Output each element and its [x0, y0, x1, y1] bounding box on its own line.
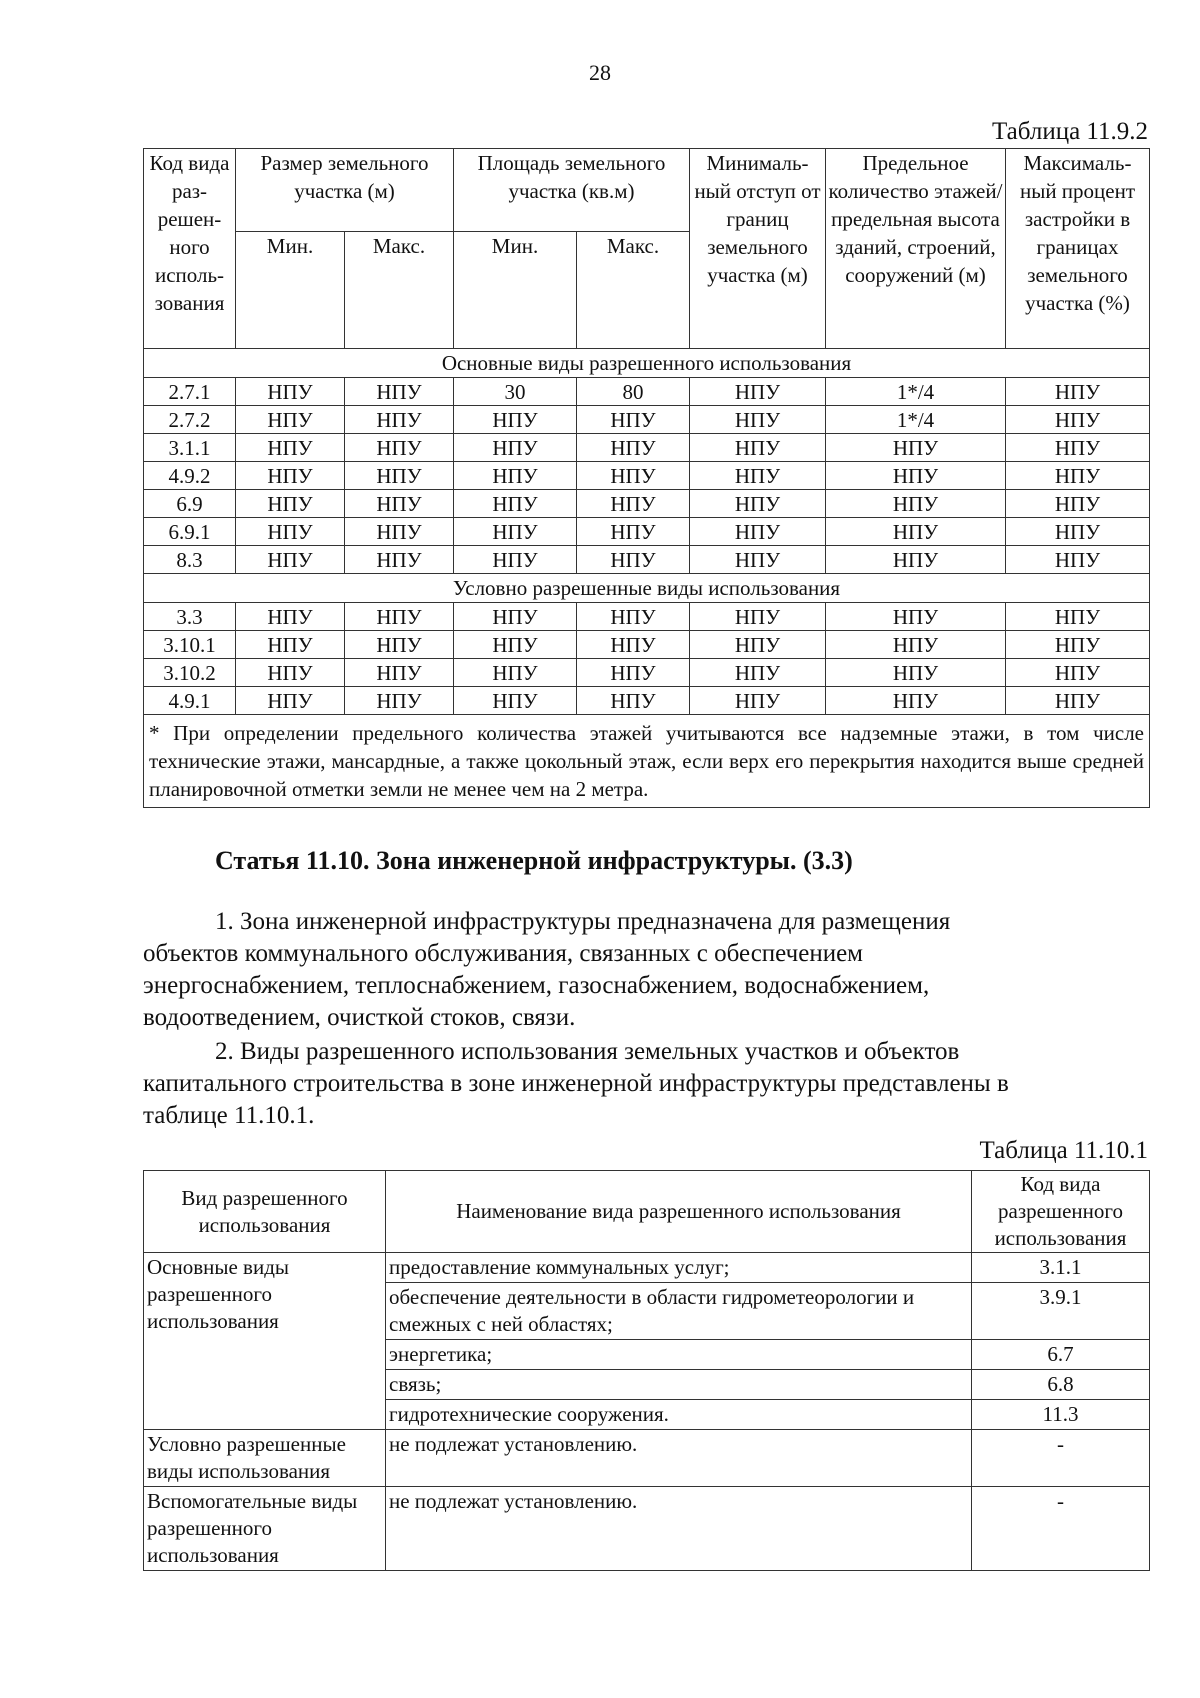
header-size-min: Мин. — [236, 232, 345, 349]
table-cell: НПУ — [236, 406, 345, 434]
table-cell: НПУ — [690, 546, 826, 574]
table-cell: НПУ — [826, 434, 1006, 462]
table-cell: НПУ — [454, 659, 577, 687]
cell-code: 4.9.2 — [144, 462, 236, 490]
table-cell: НПУ — [236, 518, 345, 546]
table-cell: НПУ — [690, 603, 826, 631]
section-main-uses: Основные виды разрешенного использования — [144, 349, 1150, 378]
table-cell: НПУ — [345, 659, 454, 687]
table-cell: НПУ — [1006, 490, 1150, 518]
use-name: не подлежат установлению. — [386, 1487, 972, 1571]
table-cell: 1*/4 — [826, 406, 1006, 434]
use-code: - — [972, 1430, 1150, 1487]
header-area-max: Макс. — [577, 232, 690, 349]
use-name: связь; — [386, 1370, 972, 1400]
table-cell: НПУ — [345, 462, 454, 490]
paragraph-line: энергоснабжением, теплоснабжением, газоснабжением, водоснабжением, — [143, 972, 930, 999]
table-cell: НПУ — [577, 687, 690, 715]
table-cell: НПУ — [577, 603, 690, 631]
table-cell: НПУ — [345, 546, 454, 574]
table-cell: НПУ — [454, 603, 577, 631]
cell-code: 6.9.1 — [144, 518, 236, 546]
table-cell: НПУ — [826, 518, 1006, 546]
table-cell: 80 — [577, 378, 690, 406]
cell-code: 3.10.2 — [144, 659, 236, 687]
table-cell: НПУ — [454, 687, 577, 715]
cell-code: 3.3 — [144, 603, 236, 631]
cell-code: 6.9 — [144, 490, 236, 518]
header-size-max: Макс. — [345, 232, 454, 349]
table-cell: НПУ — [690, 631, 826, 659]
table-cell: НПУ — [577, 631, 690, 659]
table-cell: НПУ — [826, 490, 1006, 518]
paragraph-line: объектов коммунального обслуживания, связанных с обеспечением — [143, 940, 863, 967]
table-row — [144, 462, 1150, 490]
header-code: Код вида раз-решен-ного исполь-зования — [144, 149, 236, 349]
table-11-10-1 — [143, 1170, 1150, 1571]
table-cell: НПУ — [1006, 631, 1150, 659]
auxiliary-uses-label: Вспомогательные виды разрешенного использования — [144, 1487, 386, 1571]
header-code: Код вида разрешенного использования — [972, 1171, 1150, 1253]
table-cell: НПУ — [577, 462, 690, 490]
table-cell: НПУ — [454, 631, 577, 659]
use-code: 11.3 — [972, 1400, 1150, 1430]
table-cell: НПУ — [454, 490, 577, 518]
table-cell: НПУ — [345, 378, 454, 406]
use-name: энергетика; — [386, 1340, 972, 1370]
paragraph-2 — [143, 1036, 1149, 1132]
table-cell: НПУ — [577, 434, 690, 462]
paragraph-line: водоотведением, очисткой стоков, связи. — [143, 1004, 576, 1031]
paragraph-line: 2. Виды разрешенного использования земельных участков и объектов — [215, 1038, 960, 1065]
table-cell: НПУ — [345, 631, 454, 659]
page-number: 28 — [589, 60, 611, 85]
table-cell: НПУ — [454, 462, 577, 490]
paragraph-line: капитального строительства в зоне инженерной инфраструктуры представлены в — [143, 1070, 1009, 1097]
table-row — [144, 378, 1150, 406]
table-cell: НПУ — [577, 518, 690, 546]
header-name: Наименование вида разрешенного использования — [386, 1171, 972, 1253]
table-cell: НПУ — [236, 603, 345, 631]
use-code: 6.8 — [972, 1370, 1150, 1400]
table-cell: НПУ — [826, 462, 1006, 490]
table-cell: НПУ — [826, 546, 1006, 574]
table-cell: НПУ — [236, 687, 345, 715]
table-cell: НПУ — [236, 659, 345, 687]
table-cell: 1*/4 — [826, 378, 1006, 406]
table-cell: НПУ — [236, 490, 345, 518]
table-cell: НПУ — [1006, 378, 1150, 406]
header-floors: Предельное количество этажей/ предельная высота зданий, строений, сооружений (м) — [826, 149, 1006, 349]
use-code: 3.1.1 — [972, 1253, 1150, 1283]
table-cell: НПУ — [454, 434, 577, 462]
table-row — [144, 490, 1150, 518]
table-11-9-2 — [143, 148, 1150, 808]
header-kind: Вид разрешенного использования — [144, 1171, 386, 1253]
table-row — [144, 631, 1150, 659]
table-footnote: * При определении предельного количества этажей учитываются все надземные этажи, в том числе технические этажи, мансардные, а также цокольный этаж, если верх его перекрытия находится выше средней планировочной отметки земли не менее чем на 2 метра. — [144, 715, 1150, 808]
table-cell: НПУ — [454, 406, 577, 434]
table-cell: НПУ — [826, 659, 1006, 687]
table-caption-11-10-1: Таблица 11.10.1 — [979, 1137, 1148, 1164]
table-cell: НПУ — [236, 378, 345, 406]
table-row — [144, 687, 1150, 715]
header-percent: Максималь-ный процент застройки в границах земельного участка (%) — [1006, 149, 1150, 349]
paragraph-line: 1. Зона инженерной инфраструктуры предназначена для размещения — [215, 908, 951, 935]
table-cell: НПУ — [577, 659, 690, 687]
use-code: 6.7 — [972, 1340, 1150, 1370]
main-uses-label: Основные виды разрешенного использования — [144, 1253, 386, 1430]
table-cell: НПУ — [690, 434, 826, 462]
use-name: не подлежат установлению. — [386, 1430, 972, 1487]
table-cell: НПУ — [690, 490, 826, 518]
use-code: 3.9.1 — [972, 1283, 1150, 1340]
use-name: предоставление коммунальных услуг; — [386, 1253, 972, 1283]
table-cell: НПУ — [1006, 434, 1150, 462]
table-cell: НПУ — [1006, 462, 1150, 490]
table-cell: НПУ — [1006, 406, 1150, 434]
table-cell: НПУ — [345, 518, 454, 546]
header-area: Площадь земельного участка (кв.м) — [454, 149, 690, 232]
paragraph-1 — [143, 906, 1149, 1034]
table-row — [144, 603, 1150, 631]
table-cell: НПУ — [690, 378, 826, 406]
table-cell: НПУ — [1006, 518, 1150, 546]
table-cell: НПУ — [345, 406, 454, 434]
cell-code: 2.7.2 — [144, 406, 236, 434]
table-row — [144, 406, 1150, 434]
header-setback: Минималь-ный отступ от границ земельного участка (м) — [690, 149, 826, 349]
table-cell: НПУ — [345, 434, 454, 462]
table-cell: 30 — [454, 378, 577, 406]
table-cell: НПУ — [826, 603, 1006, 631]
table-row — [144, 518, 1150, 546]
table-cell: НПУ — [1006, 546, 1150, 574]
table-cell: НПУ — [454, 546, 577, 574]
table-cell: НПУ — [236, 546, 345, 574]
table-row — [144, 434, 1150, 462]
table-cell: НПУ — [236, 631, 345, 659]
table-cell: НПУ — [236, 462, 345, 490]
use-name: обеспечение деятельности в области гидрометеорологии и смежных с ней областях; — [386, 1283, 972, 1340]
table-cell: НПУ — [1006, 659, 1150, 687]
table-cell: НПУ — [345, 490, 454, 518]
table-cell: НПУ — [577, 406, 690, 434]
table-cell: НПУ — [1006, 687, 1150, 715]
table-cell: НПУ — [690, 659, 826, 687]
table-row — [144, 546, 1150, 574]
cell-code: 8.3 — [144, 546, 236, 574]
table-caption-11-9-2: Таблица 11.9.2 — [992, 118, 1148, 145]
cell-code: 3.1.1 — [144, 434, 236, 462]
table-cell: НПУ — [826, 631, 1006, 659]
use-name: гидротехнические сооружения. — [386, 1400, 972, 1430]
cell-code: 3.10.1 — [144, 631, 236, 659]
cell-code: 2.7.1 — [144, 378, 236, 406]
table-cell: НПУ — [690, 406, 826, 434]
header-area-min: Мин. — [454, 232, 577, 349]
table-cell: НПУ — [454, 518, 577, 546]
table-cell: НПУ — [577, 546, 690, 574]
table-cell: НПУ — [577, 490, 690, 518]
article-title: Статья 11.10. Зона инженерной инфраструктуры. (3.3) — [215, 846, 853, 875]
table-cell: НПУ — [236, 434, 345, 462]
paragraph-line: таблице 11.10.1. — [143, 1102, 315, 1129]
use-code: - — [972, 1487, 1150, 1571]
cell-code: 4.9.1 — [144, 687, 236, 715]
table-row — [144, 659, 1150, 687]
section-conditional-uses: Условно разрешенные виды использования — [144, 574, 1150, 603]
table-cell: НПУ — [690, 518, 826, 546]
table-cell: НПУ — [345, 687, 454, 715]
table-cell: НПУ — [690, 687, 826, 715]
conditional-uses-label: Условно разрешенные виды использования — [144, 1430, 386, 1487]
table-cell: НПУ — [826, 687, 1006, 715]
table-cell: НПУ — [345, 603, 454, 631]
header-size: Размер земельного участка (м) — [236, 149, 454, 232]
table-cell: НПУ — [1006, 603, 1150, 631]
table-cell: НПУ — [690, 462, 826, 490]
